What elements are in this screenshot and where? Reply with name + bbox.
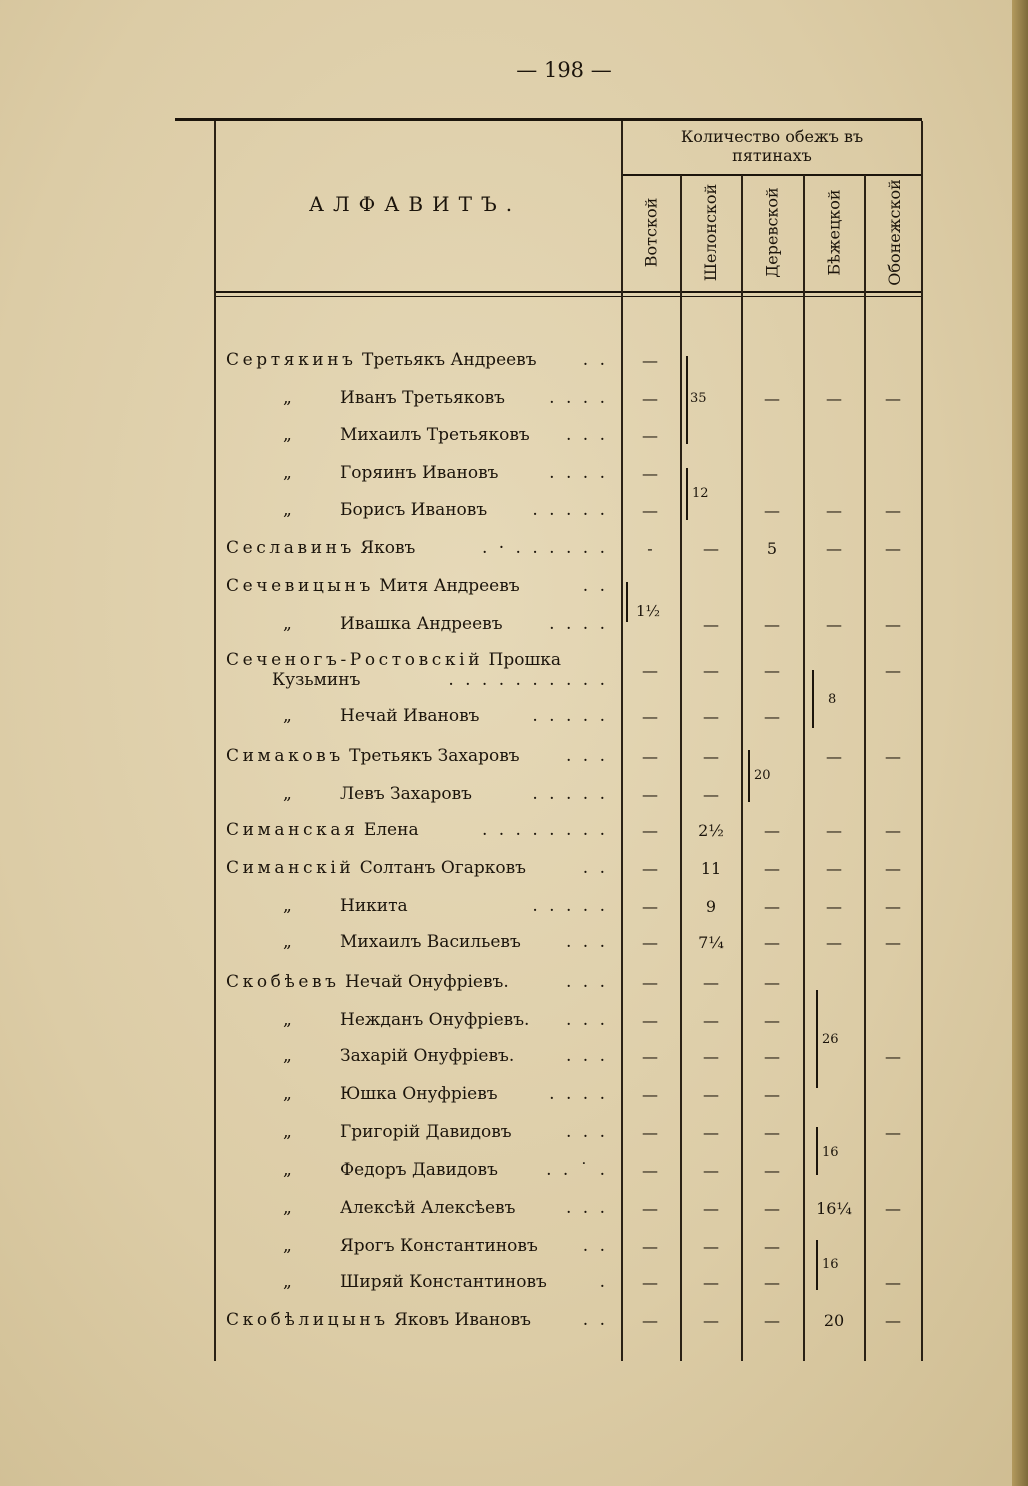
- surname: Скобѣевъ: [226, 972, 340, 992]
- cell-16-c3: —: [764, 973, 780, 992]
- cell-20-c1: —: [642, 1123, 658, 1142]
- cell-12-c3: —: [764, 821, 780, 840]
- ditto-mark-7: „: [283, 614, 292, 634]
- surname: Сеченогъ-Ростовскій: [226, 650, 484, 670]
- row-name-25: [226, 1310, 531, 1330]
- leader-dots-6: . .: [582, 576, 608, 596]
- brace-skobeev-3: [816, 1240, 818, 1290]
- leader-dots-13: . .: [582, 858, 608, 878]
- leader-dots-14: . . . . .: [532, 896, 608, 916]
- column-divider-3: [803, 175, 805, 1361]
- given-name: Солтанъ Огарковъ: [359, 858, 526, 878]
- cell-3-c1: —: [642, 464, 658, 483]
- brace-skobeev-2: [816, 1127, 818, 1175]
- surname: Симаковъ: [226, 746, 344, 766]
- cell-5-c3: 5: [766, 539, 778, 558]
- ditto-mark-22: „: [283, 1198, 292, 1218]
- row-name-9: Нечай Ивановъ: [340, 706, 480, 726]
- brace-note-simakov: 20: [754, 768, 771, 783]
- cell-14-c2: 9: [705, 897, 717, 916]
- column-header-votskoy: Вотской: [641, 197, 661, 267]
- cell-21-c3: —: [764, 1161, 780, 1180]
- row-name-2: Михаилъ Третьяковъ: [340, 425, 530, 445]
- cell-20-c5: —: [885, 1123, 901, 1142]
- cell-15-c5: —: [885, 933, 901, 952]
- cell-7-c2: —: [703, 615, 719, 634]
- cell-7-c3: —: [764, 615, 780, 634]
- cell-23-c1: —: [642, 1237, 658, 1256]
- cell-18-c5: —: [885, 1047, 901, 1066]
- cell-10-c1: —: [642, 747, 658, 766]
- cell-24-c2: —: [703, 1273, 719, 1292]
- ditto-mark-3: „: [283, 463, 292, 483]
- cell-22-c2: —: [703, 1199, 719, 1218]
- row-name-1: Иванъ Третьяковъ: [340, 388, 505, 408]
- leader-dots-12: . . . . . . . .: [481, 820, 608, 840]
- cell-10-c2: —: [703, 747, 719, 766]
- cell-5-c1: -: [647, 539, 653, 558]
- row-name-4: Борисъ Ивановъ: [340, 500, 488, 520]
- cell-12-c5: —: [885, 821, 901, 840]
- cell-18-c3: —: [764, 1047, 780, 1066]
- row-name-line2-8: Кузьминъ: [272, 670, 361, 690]
- brace-note-skobeev-2: 16: [822, 1145, 839, 1160]
- surname: Сеславинъ: [226, 538, 355, 558]
- leader-dots-5: . · . . . . . .: [481, 538, 608, 558]
- ditto-mark-19: „: [283, 1084, 292, 1104]
- brace-note-sechevitsyn: 1½: [636, 602, 661, 620]
- column-header-shelonskoy: Шелонской: [701, 183, 721, 281]
- leader-dots-15: . . .: [565, 932, 608, 952]
- cell-16-c1: —: [642, 973, 658, 992]
- cell-24-c1: —: [642, 1273, 658, 1292]
- cell-7-c5: —: [885, 615, 901, 634]
- brace-note-sertyakin: 35: [690, 391, 707, 406]
- cell-22-c4: 16¼: [816, 1199, 852, 1218]
- table-top-rule: [175, 118, 922, 121]
- cell-4-c4: —: [826, 501, 842, 520]
- given-name: Третьякъ Захаровъ: [349, 746, 520, 766]
- table-right-border: [921, 121, 923, 1361]
- given-name: Яковъ Ивановъ: [394, 1310, 531, 1330]
- row-name-21: Федоръ Давидовъ: [340, 1160, 498, 1180]
- quantity-header-line2: пятинахъ: [732, 146, 812, 165]
- brace-goryain: [686, 468, 688, 520]
- column-header-derevskoy: Деревской: [762, 186, 782, 278]
- ditto-mark-4: „: [283, 500, 292, 520]
- leader-dots-21: . . ˙ .: [546, 1160, 608, 1180]
- cell-21-c1: —: [642, 1161, 658, 1180]
- ditto-mark-24: „: [283, 1272, 292, 1292]
- cell-16-c2: —: [703, 973, 719, 992]
- surname: Скобѣлицынъ: [226, 1310, 389, 1330]
- cell-20-c3: —: [764, 1123, 780, 1142]
- cell-17-c1: —: [642, 1011, 658, 1030]
- cell-25-c3: —: [764, 1311, 780, 1330]
- cell-4-c1: —: [642, 501, 658, 520]
- ditto-mark-21: „: [283, 1160, 292, 1180]
- cell-25-c1: —: [642, 1311, 658, 1330]
- cell-13-c3: —: [764, 859, 780, 878]
- row-name-10: [226, 746, 520, 766]
- leader-dots-25: . .: [582, 1310, 608, 1330]
- cell-12-c2: 2½: [698, 821, 724, 840]
- cell-4-c3: —: [764, 501, 780, 520]
- brace-note-goryain: 12: [692, 486, 709, 501]
- row-name-13: [226, 858, 526, 878]
- cell-11-c2: —: [703, 785, 719, 804]
- cell-18-c1: —: [642, 1047, 658, 1066]
- row-name-16: [226, 972, 509, 992]
- row-name-19: Юшка Онуфріевъ: [340, 1084, 498, 1104]
- leader-dots-18: . . .: [565, 1046, 608, 1066]
- cell-24-c3: —: [764, 1273, 780, 1292]
- cell-13-c2: 11: [700, 859, 722, 878]
- surname: Симанская: [226, 820, 359, 840]
- row-name-24: Ширяй Константиновъ: [340, 1272, 547, 1292]
- cell-1-c5: —: [885, 389, 901, 408]
- cell-23-c2: —: [703, 1237, 719, 1256]
- cell-19-c2: —: [703, 1085, 719, 1104]
- cell-14-c5: —: [885, 897, 901, 916]
- cell-5-c4: —: [826, 539, 842, 558]
- cell-13-c4: —: [826, 859, 842, 878]
- cell-5-c5: —: [885, 539, 901, 558]
- column-header-obonezhskoy: Обонежской: [884, 178, 904, 286]
- brace-note-skobeev-1: 26: [822, 1032, 839, 1047]
- cell-2-c1: —: [642, 426, 658, 445]
- row-name-11: Левъ Захаровъ: [340, 784, 472, 804]
- cell-8-c3: —: [764, 661, 780, 680]
- header-bottom-rule-2: [215, 296, 923, 297]
- cell-15-c4: —: [826, 933, 842, 952]
- leader-dots-8: . . . . . . . . . .: [448, 670, 608, 690]
- cell-4-c5: —: [885, 501, 901, 520]
- leader-dots-23: . .: [582, 1236, 608, 1256]
- leader-dots-7: . . . .: [549, 614, 608, 634]
- cell-14-c4: —: [826, 897, 842, 916]
- column-divider-names: [621, 121, 623, 1361]
- cell-9-c2: —: [703, 707, 719, 726]
- cell-5-c2: —: [703, 539, 719, 558]
- ditto-mark-23: „: [283, 1236, 292, 1256]
- leader-dots-19: . . . .: [549, 1084, 608, 1104]
- book-binding-edge: [1012, 0, 1028, 1486]
- brace-skobeev-1: [816, 990, 818, 1088]
- surname: Сертякинъ: [226, 350, 357, 370]
- row-name-18: Захарій Онуфріевъ.: [340, 1046, 515, 1066]
- cell-18-c2: —: [703, 1047, 719, 1066]
- leader-dots-1: . . . .: [549, 388, 608, 408]
- leader-dots-17: . . .: [565, 1010, 608, 1030]
- brace-sertyakin: [686, 356, 688, 444]
- cell-13-c1: —: [642, 859, 658, 878]
- cell-8-c1: —: [642, 661, 658, 680]
- leader-dots-11: . . . . .: [532, 784, 608, 804]
- cell-25-c2: —: [703, 1311, 719, 1330]
- leader-dots-10: . . .: [565, 746, 608, 766]
- cell-17-c2: —: [703, 1011, 719, 1030]
- row-name-7: Ивашка Андреевъ: [340, 614, 503, 634]
- brace-sechevitsyn: [626, 582, 628, 622]
- row-name-8: [226, 650, 561, 670]
- given-name: Третьякъ Андреевъ: [362, 350, 537, 370]
- leader-dots-4: . . . . .: [532, 500, 608, 520]
- leader-dots-22: . . .: [565, 1198, 608, 1218]
- ditto-mark-14: „: [283, 896, 292, 916]
- quantity-header-rule: [622, 174, 922, 176]
- quantity-header: [622, 127, 922, 165]
- cell-23-c3: —: [764, 1237, 780, 1256]
- cell-9-c3: —: [764, 707, 780, 726]
- row-name-23: Ярогъ Константиновъ: [340, 1236, 538, 1256]
- row-name-0: [226, 350, 537, 370]
- ditto-mark-2: „: [283, 425, 292, 445]
- cell-25-c5: —: [885, 1311, 901, 1330]
- ditto-mark-18: „: [283, 1046, 292, 1066]
- cell-19-c3: —: [764, 1085, 780, 1104]
- cell-12-c4: —: [826, 821, 842, 840]
- cell-8-c2: —: [703, 661, 719, 680]
- cell-14-c1: —: [642, 897, 658, 916]
- cell-19-c1: —: [642, 1085, 658, 1104]
- ditto-mark-1: „: [283, 388, 292, 408]
- brace-sechenog: [812, 670, 814, 728]
- cell-22-c3: —: [764, 1199, 780, 1218]
- cell-22-c5: —: [885, 1199, 901, 1218]
- leader-dots-0: . .: [582, 350, 608, 370]
- cell-7-c4: —: [826, 615, 842, 634]
- leader-dots-16: . . .: [565, 972, 608, 992]
- cell-9-c1: —: [642, 707, 658, 726]
- given-name: Яковъ: [360, 538, 416, 558]
- surname: Сечевицынъ: [226, 576, 374, 596]
- page-number: — 198 —: [516, 58, 612, 82]
- cell-25-c4: 20: [823, 1311, 845, 1330]
- brace-note-skobeev-3: 16: [822, 1257, 839, 1272]
- cell-1-c4: —: [826, 389, 842, 408]
- cell-1-c1: —: [642, 389, 658, 408]
- cell-10-c5: —: [885, 747, 901, 766]
- brace-note-sechenog: 8: [828, 692, 837, 707]
- cell-15-c2: 7¼: [698, 933, 724, 952]
- given-name: Прошка: [488, 650, 562, 670]
- cell-17-c3: —: [764, 1011, 780, 1030]
- cell-13-c5: —: [885, 859, 901, 878]
- cell-11-c1: —: [642, 785, 658, 804]
- ditto-mark-20: „: [283, 1122, 292, 1142]
- leader-dots-3: . . . .: [549, 463, 608, 483]
- row-name-3: Горяинъ Ивановъ: [340, 463, 499, 483]
- given-name: Елена: [363, 820, 419, 840]
- cell-10-c4: —: [826, 747, 842, 766]
- table-left-border: [214, 121, 216, 1361]
- column-header-bezhetskoy: Бѣжецкой: [824, 188, 844, 276]
- row-name-15: Михаилъ Васильевъ: [340, 932, 521, 952]
- row-name-17: Нежданъ Онуфріевъ.: [340, 1010, 530, 1030]
- cell-0-c1: —: [642, 351, 658, 370]
- column-divider-2: [741, 175, 743, 1361]
- cell-24-c5: —: [885, 1273, 901, 1292]
- leader-dots-24: .: [599, 1272, 608, 1292]
- row-name-5: [226, 538, 415, 558]
- cell-20-c2: —: [703, 1123, 719, 1142]
- cell-1-c3: —: [764, 389, 780, 408]
- column-divider-4: [864, 175, 866, 1361]
- cell-8-c5: —: [885, 661, 901, 680]
- cell-15-c3: —: [764, 933, 780, 952]
- row-name-22: Алексѣй Алексѣевъ: [340, 1198, 516, 1218]
- cell-15-c1: —: [642, 933, 658, 952]
- cell-12-c1: —: [642, 821, 658, 840]
- ditto-mark-9: „: [283, 706, 292, 726]
- leader-dots-20: . . .: [565, 1122, 608, 1142]
- quantity-header-line1: Количество обежъ въ: [680, 127, 864, 146]
- cell-22-c1: —: [642, 1199, 658, 1218]
- row-name-14: Никита: [340, 896, 408, 916]
- header-bottom-rule: [215, 291, 923, 293]
- cell-21-c2: —: [703, 1161, 719, 1180]
- leader-dots-9: . . . . .: [532, 706, 608, 726]
- leader-dots-2: . . .: [565, 425, 608, 445]
- column-divider-1: [680, 175, 682, 1361]
- cell-14-c3: —: [764, 897, 780, 916]
- row-name-20: Григорій Давидовъ: [340, 1122, 512, 1142]
- brace-simakov: [748, 750, 750, 802]
- row-name-12: [226, 820, 419, 840]
- given-name: Митя Андреевъ: [379, 576, 520, 596]
- ditto-mark-11: „: [283, 784, 292, 804]
- surname: Симанскій: [226, 858, 355, 878]
- table-title: АЛФАВИТЪ.: [308, 192, 522, 216]
- given-name: Нечай Онуфріевъ.: [345, 972, 509, 992]
- ditto-mark-15: „: [283, 932, 292, 952]
- ditto-mark-17: „: [283, 1010, 292, 1030]
- row-name-6: [226, 576, 520, 596]
